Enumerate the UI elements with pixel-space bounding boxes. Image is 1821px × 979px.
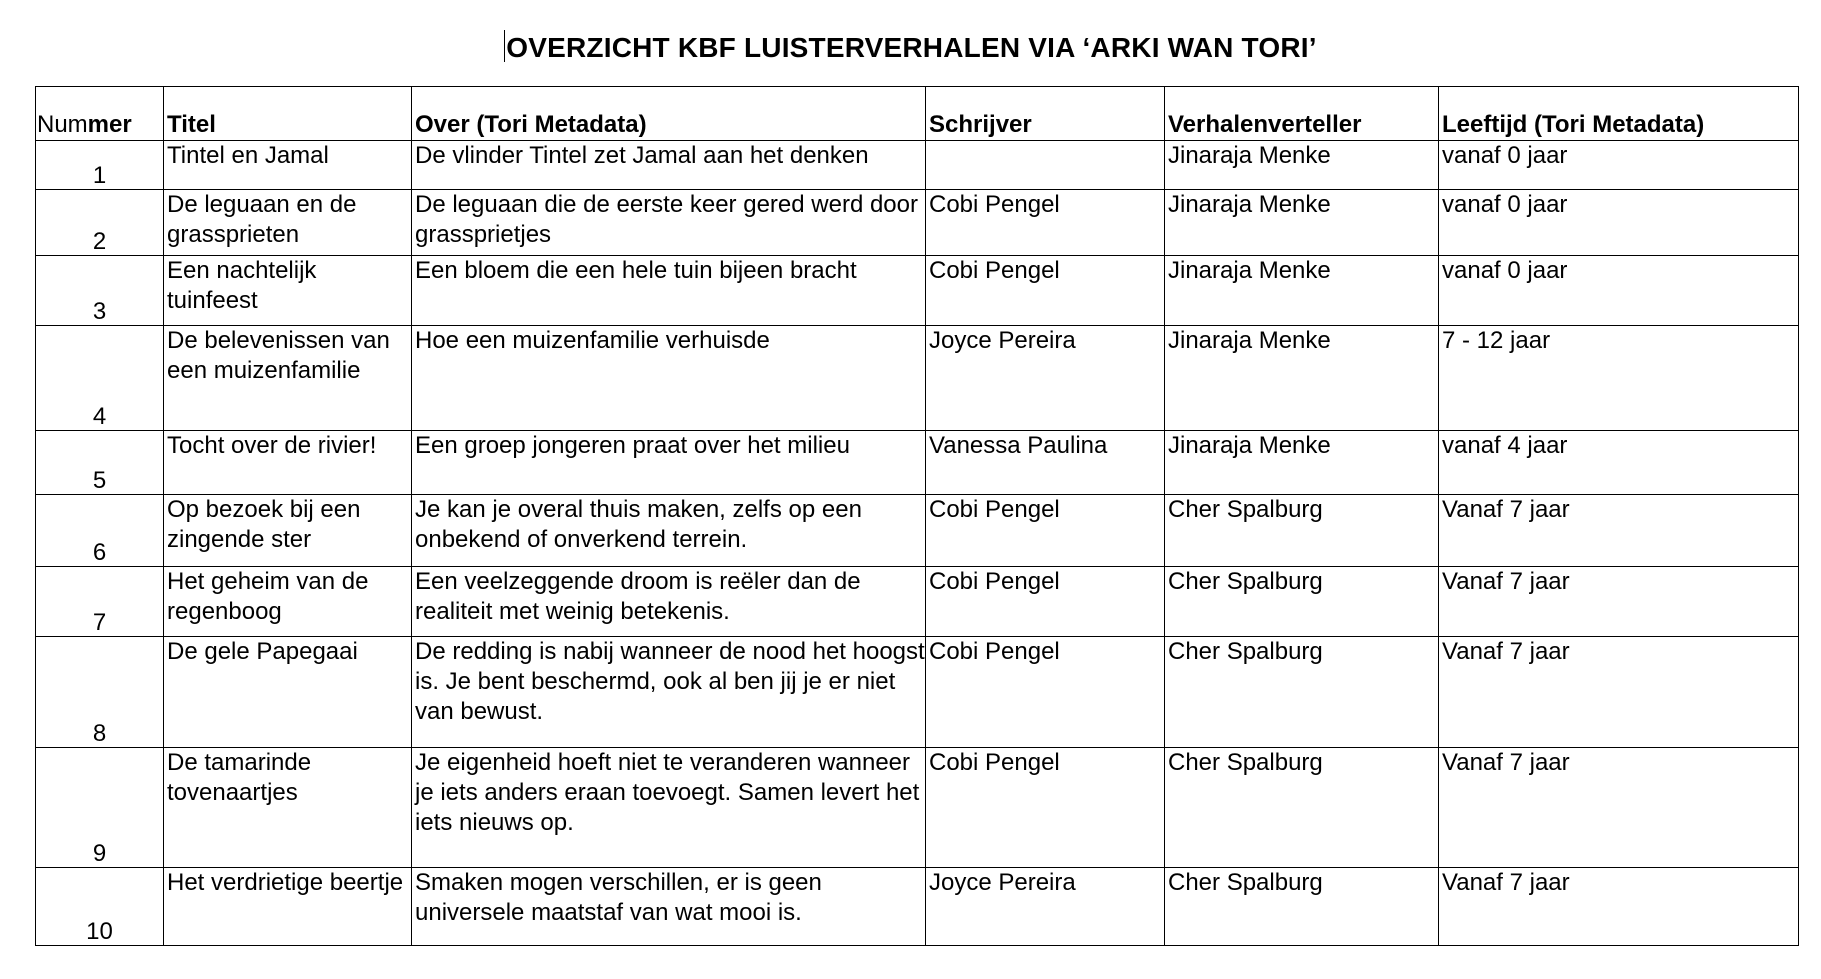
nummer-value: 8	[92, 720, 107, 747]
cell-nummer	[36, 256, 164, 326]
nummer-value: 6	[92, 539, 107, 566]
cell-leeftijd: vanaf 0 jaar	[1439, 190, 1799, 256]
cell-verteller: Cher Spalburg	[1165, 868, 1439, 946]
cell-schrijver: Cobi Pengel	[926, 190, 1165, 256]
cell-schrijver	[926, 141, 1165, 190]
cell-titel: Tintel en Jamal	[164, 141, 412, 190]
cell-nummer	[36, 637, 164, 748]
stories-table	[35, 86, 1799, 946]
nummer-value: 3	[92, 298, 107, 325]
table-row	[36, 256, 1799, 326]
cell-verteller: Cher Spalburg	[1165, 637, 1439, 748]
nummer-value: 5	[92, 467, 107, 494]
cell-over: Je eigenheid hoeft niet te veranderen wanneer je iets anders eraan toevoegt. Samen levert het iets nieuws op.	[412, 748, 926, 868]
header-verteller: Verhalenverteller	[1165, 87, 1439, 141]
cell-titel: De tamarinde tovenaartjes	[164, 748, 412, 868]
cell-titel: Het geheim van de regenboog	[164, 567, 412, 637]
cell-nummer	[36, 431, 164, 495]
table-header	[36, 87, 1799, 141]
cell-titel: Een nachtelijk tuinfeest	[164, 256, 412, 326]
cell-over: De leguaan die de eerste keer gered werd door grassprietjes	[412, 190, 926, 256]
cell-verteller: Cher Spalburg	[1165, 748, 1439, 868]
header-leeftijd: Leeftijd (Tori Metadata)	[1439, 87, 1799, 141]
nummer-value: 9	[92, 840, 107, 867]
cell-titel: Het verdrietige beertje	[164, 868, 412, 946]
cell-over: De redding is nabij wanneer de nood het hoogst is. Je bent beschermd, ook al ben jij je er niet van bewust.	[412, 637, 926, 748]
cell-leeftijd: Vanaf 7 jaar	[1439, 495, 1799, 567]
cell-nummer	[36, 190, 164, 256]
cell-over: Een bloem die een hele tuin bijeen bracht	[412, 256, 926, 326]
header-nummer	[36, 87, 164, 141]
table-row	[36, 637, 1799, 748]
cell-leeftijd: vanaf 4 jaar	[1439, 431, 1799, 495]
cell-verteller: Jinaraja Menke	[1165, 431, 1439, 495]
document-title-text: OVERZICHT KBF LUISTERVERHALEN VIA ‘ARKI WAN TORI’	[506, 32, 1317, 63]
cell-leeftijd: Vanaf 7 jaar	[1439, 868, 1799, 946]
table-row	[36, 431, 1799, 495]
cell-over: De vlinder Tintel zet Jamal aan het denken	[412, 141, 926, 190]
nummer-value: 10	[86, 918, 113, 945]
cell-over: Smaken mogen verschillen, er is geen universele maatstaf van wat mooi is.	[412, 868, 926, 946]
cell-over: Je kan je overal thuis maken, zelfs op een onbekend of onverkend terrein.	[412, 495, 926, 567]
cell-nummer	[36, 326, 164, 431]
cell-verteller: Jinaraja Menke	[1165, 256, 1439, 326]
cell-leeftijd: Vanaf 7 jaar	[1439, 567, 1799, 637]
cell-titel: Tocht over de rivier!	[164, 431, 412, 495]
table-row	[36, 748, 1799, 868]
nummer-value: 2	[92, 228, 107, 255]
cell-leeftijd: 7 - 12 jaar	[1439, 326, 1799, 431]
cell-nummer	[36, 141, 164, 190]
cell-leeftijd: Vanaf 7 jaar	[1439, 748, 1799, 868]
cell-nummer	[36, 748, 164, 868]
cell-schrijver: Joyce Pereira	[926, 326, 1165, 431]
table-row	[36, 326, 1799, 431]
nummer-value: 4	[92, 403, 107, 430]
header-nummer-part1: Num	[37, 111, 88, 138]
cell-schrijver: Cobi Pengel	[926, 748, 1165, 868]
cell-titel: De gele Papegaai	[164, 637, 412, 748]
cell-leeftijd: Vanaf 7 jaar	[1439, 637, 1799, 748]
cell-schrijver: Cobi Pengel	[926, 567, 1165, 637]
cell-schrijver: Cobi Pengel	[926, 637, 1165, 748]
cell-verteller: Jinaraja Menke	[1165, 141, 1439, 190]
cell-titel: De belevenissen van een muizenfamilie	[164, 326, 412, 431]
table-row	[36, 190, 1799, 256]
document-title	[0, 30, 1821, 64]
cell-nummer	[36, 567, 164, 637]
table-body	[36, 141, 1799, 946]
header-nummer-part2: mer	[87, 111, 132, 138]
header-titel: Titel	[164, 87, 412, 141]
cell-over: Een veelzeggende droom is reëler dan de realiteit met weinig betekenis.	[412, 567, 926, 637]
nummer-value: 7	[92, 609, 107, 636]
header-row	[36, 87, 1799, 141]
cell-nummer	[36, 868, 164, 946]
table-row	[36, 868, 1799, 946]
cell-schrijver: Vanessa Paulina	[926, 431, 1165, 495]
header-over: Over (Tori Metadata)	[412, 87, 926, 141]
cell-verteller: Cher Spalburg	[1165, 567, 1439, 637]
cell-titel: De leguaan en de grassprieten	[164, 190, 412, 256]
cell-nummer	[36, 495, 164, 567]
cell-schrijver: Cobi Pengel	[926, 256, 1165, 326]
cell-leeftijd: vanaf 0 jaar	[1439, 256, 1799, 326]
cell-schrijver: Cobi Pengel	[926, 495, 1165, 567]
header-schrijver: Schrijver	[926, 87, 1165, 141]
cell-schrijver: Joyce Pereira	[926, 868, 1165, 946]
cell-over: Een groep jongeren praat over het milieu	[412, 431, 926, 495]
cell-verteller: Jinaraja Menke	[1165, 190, 1439, 256]
cell-titel: Op bezoek bij een zingende ster	[164, 495, 412, 567]
cell-verteller: Cher Spalburg	[1165, 495, 1439, 567]
cell-over: Hoe een muizenfamilie verhuisde	[412, 326, 926, 431]
table-row	[36, 141, 1799, 190]
nummer-value: 1	[92, 162, 107, 189]
cell-leeftijd: vanaf 0 jaar	[1439, 141, 1799, 190]
cell-verteller: Jinaraja Menke	[1165, 326, 1439, 431]
table-row	[36, 567, 1799, 637]
table-row	[36, 495, 1799, 567]
